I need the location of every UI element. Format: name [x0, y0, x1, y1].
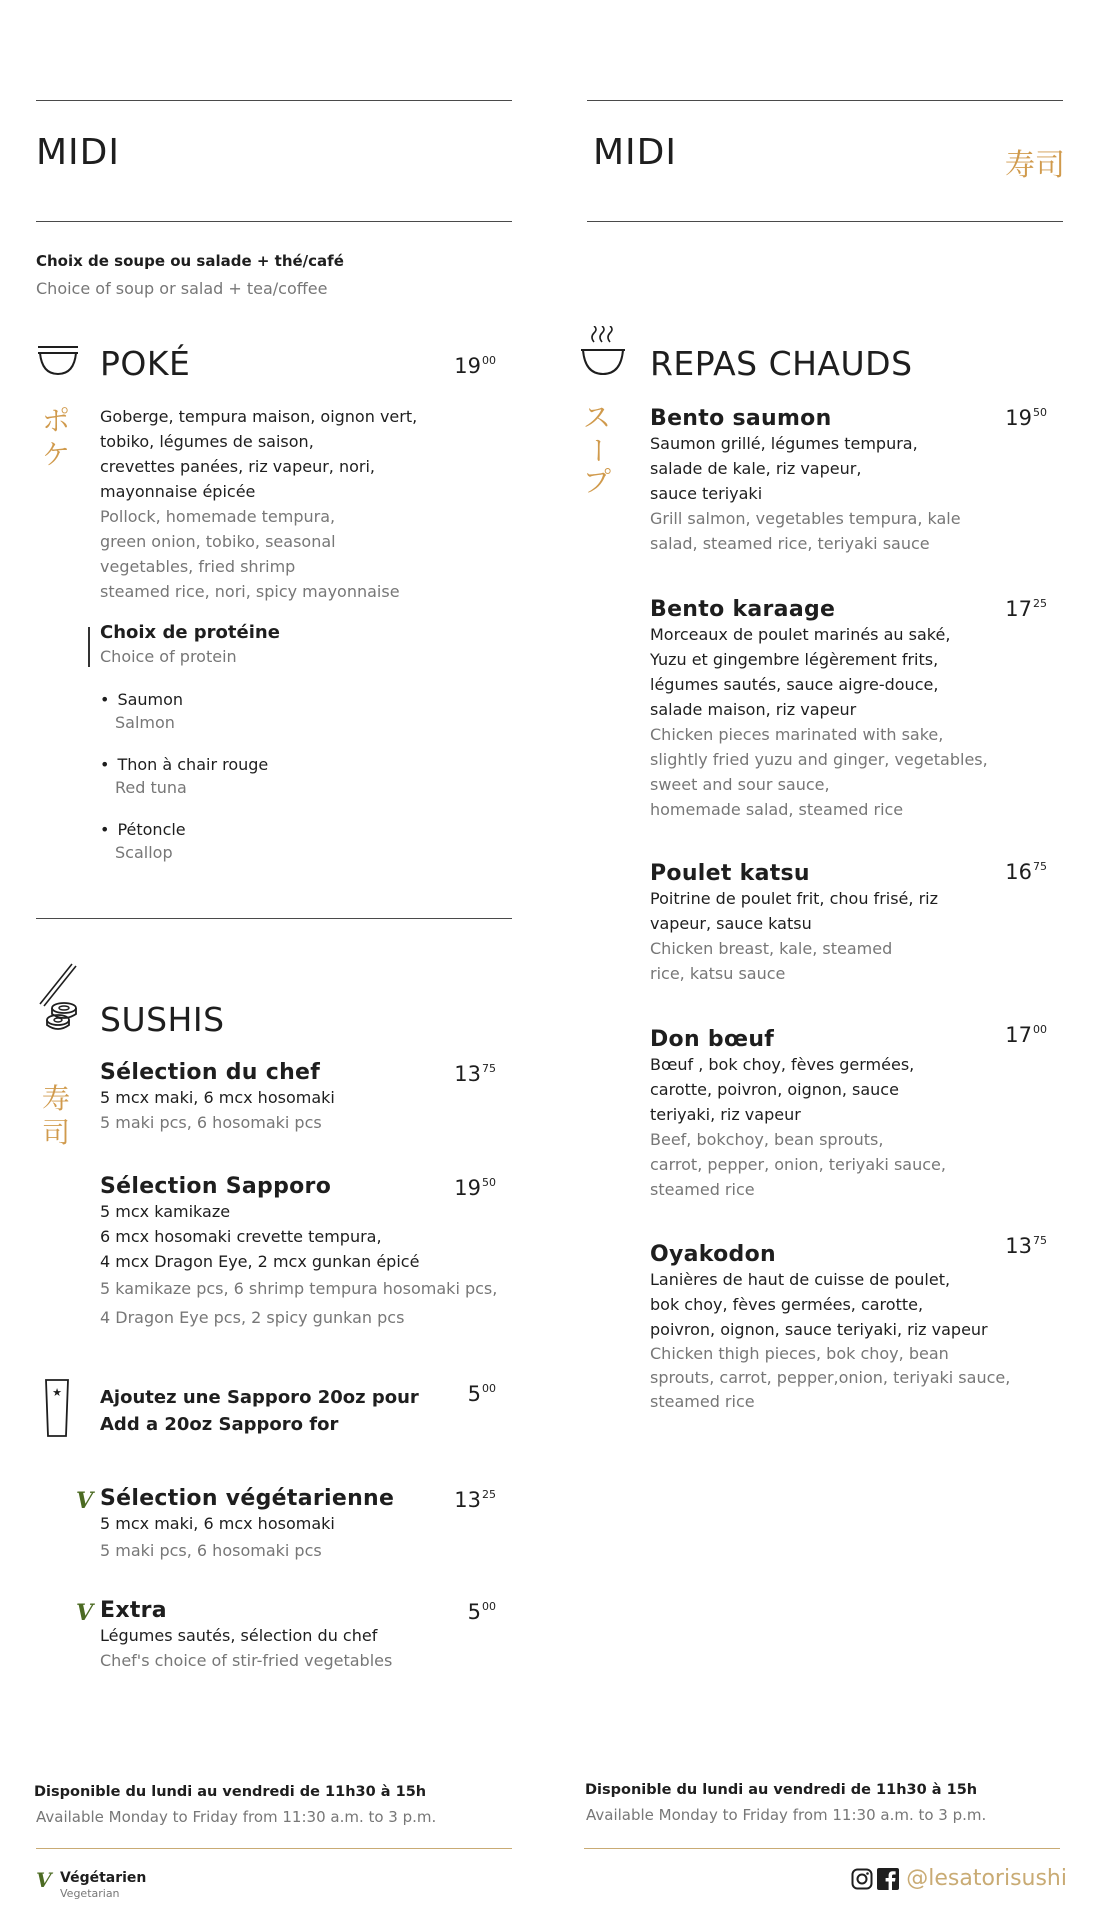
protein-option: • Thon à chair rouge Red tuna	[100, 755, 268, 797]
divider	[587, 100, 1063, 101]
legend-label-en: Vegetarian	[60, 1887, 120, 1900]
section-title-sushis: SUSHIS	[100, 1000, 225, 1039]
section-title-repas-chauds: REPAS CHAUDS	[650, 344, 913, 383]
poke-description: Goberge, tempura maison, oignon vert, tobiko, légumes de saison, crevettes panées, riz vapeur, nori, mayonnaise épicée Pollock, homemade tempura, green onion, tobiko, seasonal vegetables, fried shrimp steamed rice, nori, spicy mayonnaise	[100, 407, 418, 601]
protein-option: • Pétoncle Scallop	[100, 820, 186, 862]
price: $19^{50}$	[454, 1176, 496, 1200]
bowl-icon	[36, 344, 80, 378]
header-kanji: 寿司	[1005, 148, 1065, 183]
menu-item: Sélection végétarienne 5 mcx maki, 6 mcx hosomaki 5 maki pcs, 6 hosomaki pcs	[100, 1486, 395, 1560]
protein-option: • Saumon Salmon	[100, 690, 183, 732]
soup-bowl-icon	[579, 326, 627, 378]
divider	[584, 1848, 1060, 1849]
section-title-poke: POKÉ	[100, 344, 191, 383]
side-kanji-poke: ポ ケ	[41, 404, 70, 471]
right-column	[581, 0, 1067, 1920]
divider	[36, 100, 512, 101]
menu-item: Sélection Sapporo 5 mcx kamikaze 6 mcx hosomaki crevette tempura, 4 mcx Dragon Eye, 2 mcx gunkan épicé 5 kamikaze pcs, 6 shrimp tempura hosomaki pcs, 4 Dragon Eye pcs, 2 spicy gunkan pcs	[100, 1174, 498, 1327]
price: $17^{00}$	[1005, 1023, 1047, 1047]
price: $13^{75}$	[1005, 1234, 1047, 1258]
svg-text:★: ★	[52, 1386, 62, 1399]
divider	[587, 221, 1063, 222]
divider	[36, 918, 512, 919]
protein-header: Choix de protéine Choice of protein	[100, 622, 280, 666]
facebook-icon[interactable]	[877, 1868, 899, 1890]
legend-label-fr: Végétarien	[60, 1870, 147, 1886]
divider	[36, 1848, 512, 1849]
vegetarian-icon: V	[36, 1868, 52, 1892]
vegetarian-icon: V	[76, 1488, 94, 1514]
protein-bracket	[88, 627, 90, 667]
menu-item: Extra Légumes sautés, sélection du chef Chef's choice of stir-fried vegetables	[100, 1598, 393, 1670]
price: $13^{25}$	[454, 1488, 496, 1512]
social-links	[851, 1866, 1067, 1891]
menu-item: Poulet katsu Poitrine de poulet frit, chou frisé, riz vapeur, sauce katsu Chicken breast, kale, steamed rice, katsu sauce	[650, 861, 938, 983]
menu-item: Oyakodon Lanières de haut de cuisse de poulet, bok choy, fèves germées, carotte, poivron, oignon, sauce teriyaki, riz vapeur Chicken thigh pieces, bok choy, bean sprouts, carrot, pepper,onion, teriyaki sauce, steamed rice	[650, 1242, 1011, 1411]
price: $13^{75}$	[454, 1062, 496, 1086]
left-column	[36, 0, 516, 1920]
menu-item: Bento saumon Saumon grillé, légumes tempura, salade de kale, riz vapeur, sauce teriyaki Grill salmon, vegetables tempura, kale salad, steamed rice, teriyaki sauce	[650, 406, 961, 553]
beer-addon: Ajoutez une Sapporo 20oz pour Add a 20oz Sapporo for	[100, 1387, 419, 1435]
chopsticks-sushi-icon	[36, 962, 82, 1032]
availability-en: Available Monday to Friday from 11:30 a.m. to 3 p.m.	[36, 1808, 437, 1826]
menu-item: Bento karaage Morceaux de poulet marinés au saké, Yuzu et gingembre légèrement frits, légumes sautés, sauce aigre-douce, salade maison, riz vapeur Chicken pieces marinated with sake, slightly fried yuzu and ginger, vegetables, sweet and sour sauce, homemade salad, steamed rice	[650, 597, 988, 819]
social-handle[interactable]: @lesatorisushi	[906, 1866, 1067, 1891]
side-kanji-sushis: 寿 司	[41, 1082, 70, 1149]
instagram-icon[interactable]	[851, 1868, 873, 1890]
menu-item: Don bœuf Bœuf , bok choy, fèves germées, carotte, poivron, oignon, sauce teriyaki, riz vapeur Beef, bokchoy, bean sprouts, carrot, pepper, onion, teriyaki sauce, steamed rice	[650, 1027, 946, 1199]
price: $16^{75}$	[1005, 860, 1047, 884]
availability-fr: Disponible du lundi au vendredi de 11h30 à 15h	[585, 1782, 978, 1798]
divider	[36, 221, 512, 222]
availability-fr: Disponible du lundi au vendredi de 11h30 à 15h	[34, 1784, 427, 1800]
page-title: MIDI	[593, 132, 678, 173]
price: $19^{50}$	[1005, 406, 1047, 430]
page-title: MIDI	[36, 132, 121, 173]
side-kanji-soup: ス ー プ	[581, 401, 614, 498]
intro-en: Choice of soup or salad + tea/coffee	[36, 279, 328, 298]
menu-item: Sélection du chef 5 mcx maki, 6 mcx hosomaki 5 maki pcs, 6 hosomaki pcs	[100, 1060, 335, 1132]
vegetarian-icon: V	[76, 1600, 94, 1626]
price: $5^{00}$	[467, 1382, 496, 1406]
price: $17^{25}$	[1005, 597, 1047, 621]
availability-en: Available Monday to Friday from 11:30 a.m. to 3 p.m.	[586, 1806, 987, 1824]
price-poke: $19^{00}$	[454, 354, 496, 378]
price: $5^{00}$	[467, 1600, 496, 1624]
intro-fr: Choix de soupe ou salade + thé/café	[36, 252, 344, 270]
beer-glass-icon	[44, 1378, 70, 1438]
